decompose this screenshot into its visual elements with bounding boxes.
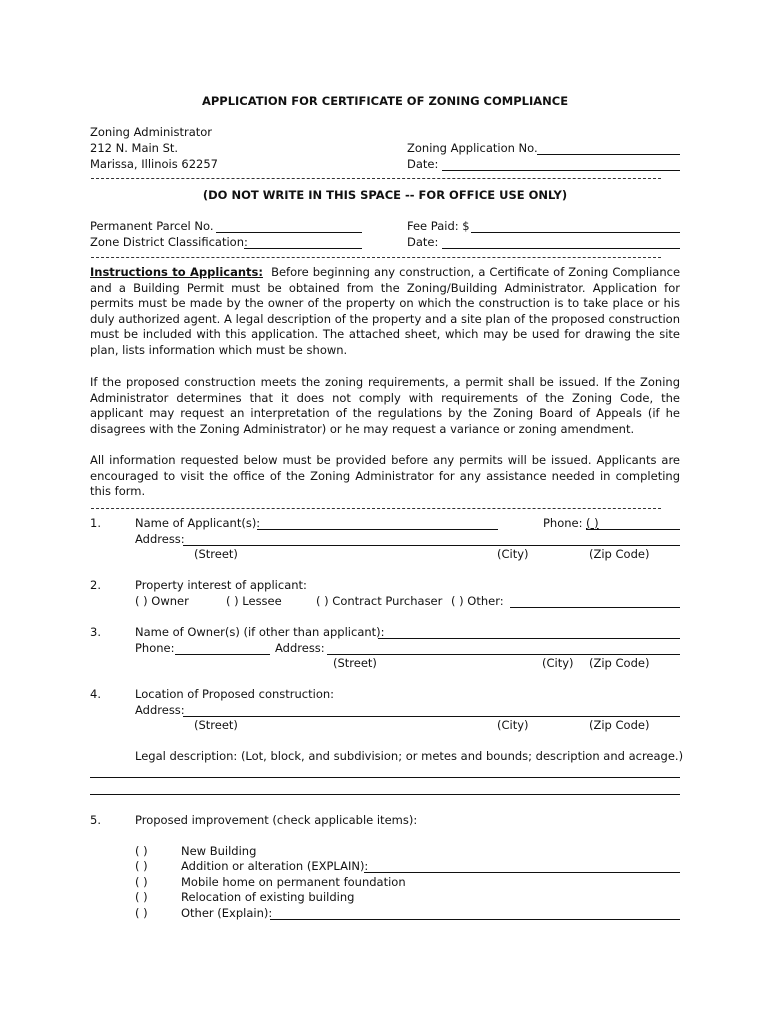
- applicant-phone-area: ( ): [586, 516, 599, 530]
- street-caption: (Street): [194, 718, 238, 732]
- owner-name-label: Name of Owner(s) (if other than applicant):: [135, 625, 385, 639]
- application-number-field[interactable]: [537, 154, 680, 155]
- improvement-checkbox[interactable]: ( ): [135, 890, 148, 904]
- zone-label: Zone District Classification:: [90, 235, 248, 249]
- improvement-other: Other (Explain):: [181, 906, 273, 920]
- owner-address-field[interactable]: [327, 654, 680, 655]
- instructions-text-1: Before beginning any construction, a Certificate of Zoning Compliance and a Building Permit must be obtained from the Zoning/Building Administrator. Application for permits must be made by the owner of the property on which the construction is to take place or his duly authorized agent. A legal description of the property and a site plan of the proposed construction must be included with this application. The attached sheet, which may be used for drawing the site plan, lists information which must be shown.: [90, 265, 681, 357]
- page-title: APPLICATION FOR CERTIFICATE OF ZONING COMPLIANCE: [201, 94, 569, 108]
- application-number-label: Zoning Application No.: [407, 141, 538, 155]
- admin-city: Marissa, Illinois 62257: [90, 157, 218, 171]
- applicant-phone-field[interactable]: [586, 529, 680, 530]
- improvement-checkbox[interactable]: ( ): [135, 875, 148, 889]
- fee-field[interactable]: [471, 232, 680, 233]
- section-number: 1.: [90, 516, 101, 530]
- divider: [91, 178, 661, 179]
- applicant-address-label: Address:: [135, 532, 185, 546]
- date-label: Date:: [407, 157, 439, 171]
- city-caption: (City): [497, 718, 529, 732]
- zone-field[interactable]: [244, 248, 362, 249]
- office-use-notice: (DO NOT WRITE IN THIS SPACE -- FOR OFFICE USE ONLY): [202, 188, 568, 202]
- other-interest-field[interactable]: [510, 607, 680, 608]
- section-number: 4.: [90, 687, 101, 701]
- admin-name: Zoning Administrator: [90, 125, 213, 139]
- zip-caption: (Zip Code): [589, 656, 650, 670]
- section-number: 3.: [90, 625, 101, 639]
- owner-phone-field[interactable]: [175, 654, 270, 655]
- applicant-phone-label: Phone:: [543, 516, 583, 530]
- improvement-mobile-home: Mobile home on permanent foundation: [181, 875, 406, 889]
- proposed-improvement-label: Proposed improvement (check applicable items):: [135, 813, 418, 827]
- street-caption: (Street): [333, 656, 377, 670]
- improvement-new-building: New Building: [181, 844, 257, 858]
- zip-caption: (Zip Code): [589, 718, 650, 732]
- legal-description-field-2[interactable]: [90, 794, 680, 795]
- applicant-name-label: Name of Applicant(s):: [135, 516, 261, 530]
- property-interest-label: Property interest of applicant:: [135, 578, 307, 592]
- other-explain-field[interactable]: [270, 919, 680, 920]
- construction-location-label: Location of Proposed construction:: [135, 687, 335, 701]
- improvement-relocation: Relocation of existing building: [181, 890, 355, 904]
- city-caption: (City): [497, 547, 529, 561]
- owner-checkbox[interactable]: ( ) Owner: [135, 594, 189, 608]
- city-caption: (City): [542, 656, 574, 670]
- construction-address-label: Address:: [135, 703, 185, 717]
- owner-address-label: Address:: [275, 641, 325, 655]
- admin-street: 212 N. Main St.: [90, 141, 179, 155]
- legal-description-label: Legal description: (Lot, block, and subdivision; or metes and bounds; description and acreage.): [135, 749, 684, 763]
- legal-description-field-1[interactable]: [90, 777, 680, 778]
- lessee-checkbox[interactable]: ( ) Lessee: [226, 594, 282, 608]
- instructions-paragraph-3: All information requested below must be provided before any permits will be issued. Applicants are encouraged to visit the office of the Zoning Administrator for any assistance needed in completing this form.: [90, 453, 680, 499]
- instructions-heading: Instructions to Applicants:: [90, 265, 263, 279]
- divider: [91, 257, 661, 258]
- improvement-addition: Addition or alteration (EXPLAIN):: [181, 859, 369, 873]
- parcel-field[interactable]: [216, 232, 362, 233]
- instructions-paragraph-1: [90, 265, 680, 359]
- other-checkbox[interactable]: ( ) Other:: [451, 594, 504, 608]
- addition-explain-field[interactable]: [364, 872, 680, 873]
- date-field[interactable]: [442, 170, 680, 171]
- instructions-paragraph-2: If the proposed construction meets the zoning requirements, a permit shall be issued. If the Zoning Administrator determines that it does not comply with requirements of the Zoning Code, the applicant may request an interpretation of the regulations by the Zoning Board of Appeals (if he disagrees with the Zoning Administrator) or he may request a variance or zoning amendment.: [90, 375, 680, 436]
- contract-purchaser-checkbox[interactable]: ( ) Contract Purchaser: [316, 594, 443, 608]
- improvement-checkbox[interactable]: ( ): [135, 844, 148, 858]
- office-date-field[interactable]: [442, 248, 680, 249]
- section-number: 2.: [90, 578, 101, 592]
- owner-phone-label: Phone:: [135, 641, 175, 655]
- parcel-label: Permanent Parcel No.: [90, 219, 214, 233]
- zip-caption: (Zip Code): [589, 547, 650, 561]
- street-caption: (Street): [194, 547, 238, 561]
- divider: [91, 508, 661, 509]
- improvement-checkbox[interactable]: ( ): [135, 859, 148, 873]
- applicant-address-field[interactable]: [183, 545, 680, 546]
- office-date-label: Date:: [407, 235, 439, 249]
- section-number: 5.: [90, 813, 101, 827]
- construction-address-field[interactable]: [183, 716, 680, 717]
- owner-name-field[interactable]: [378, 638, 680, 639]
- fee-label: Fee Paid: $: [407, 219, 470, 233]
- improvement-checkbox[interactable]: ( ): [135, 906, 148, 920]
- applicant-name-field[interactable]: [257, 529, 498, 530]
